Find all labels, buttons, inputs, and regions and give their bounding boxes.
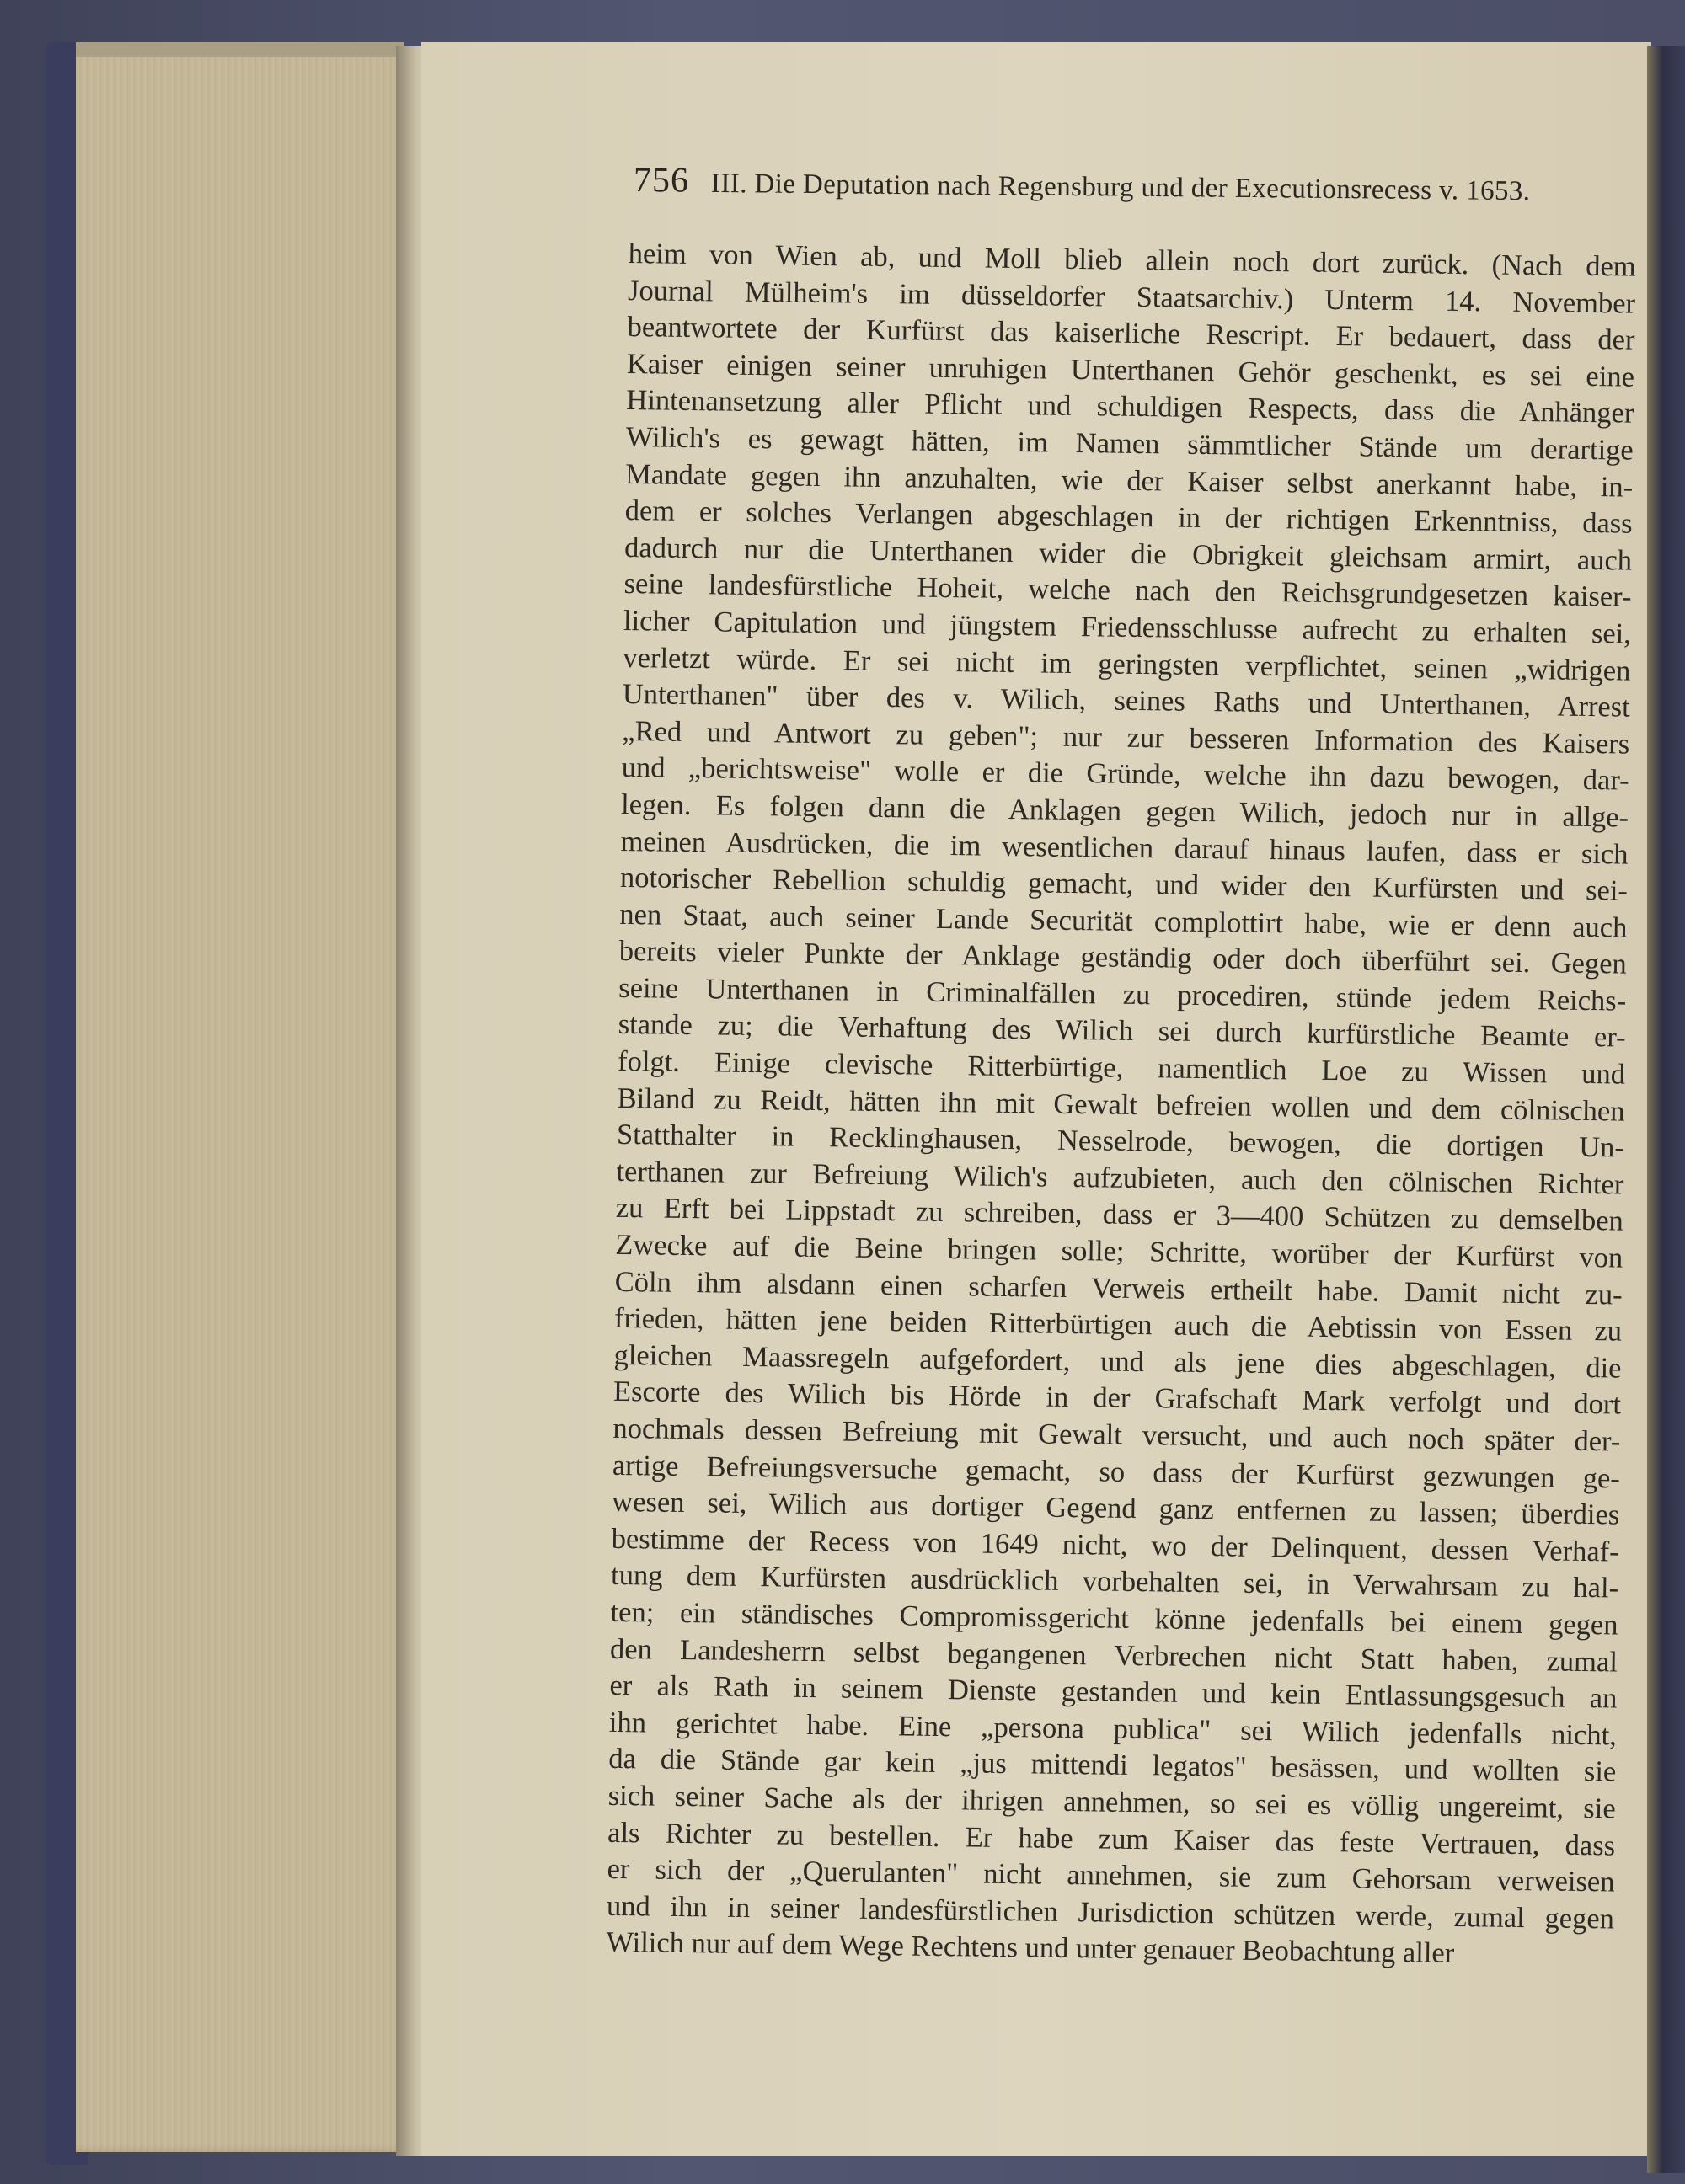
text-line: bereits vieler Punkte der Anklage geständig oder doch überführt sei. Gegen	[618, 935, 1628, 980]
page-header	[634, 160, 1645, 221]
text-line: verletzt würde. Er sei nicht im geringsten verpflichtet, seinen „widrigen	[623, 641, 1631, 687]
text-line: Wilich's es gewagt hätten, im Namen sämmtlicher Stände um derartige	[625, 420, 1634, 467]
text-line: Mandate gegen ihn anzuhalten, wie der Kaiser selbst anerkannt habe, in-	[625, 457, 1634, 504]
text-line: Statthalter in Recklinghausen, Nesselrode, bewogen, die dortigen Un-	[616, 1119, 1625, 1164]
text-line: Wilich nur auf dem Wege Rechtens und unter genauer Beobachtung aller	[606, 1926, 1455, 1970]
text-line: notorischer Rebellion schuldig gemacht, und wider den Kurfürsten und sei-	[619, 862, 1629, 907]
text-line: Journal Mülheim's im düsseldorfer Staatsarchiv.) Unterm 14. November	[627, 274, 1636, 320]
text-line: licher Capitulation und jüngstem Friedensschlusse aufrecht zu erhalten sei,	[623, 604, 1632, 650]
text-line: Cöln ihm alsdann einen scharfen Verweis ertheilt habe. Damit nicht zu-	[614, 1265, 1623, 1311]
text-line: nen Staat, auch seiner Lande Securität complottirt habe, wie er denn auch	[619, 898, 1628, 944]
text-line: als Richter zu bestellen. Er habe zum Kaiser das feste Vertrauen, dass	[607, 1816, 1616, 1862]
text-line: tung dem Kurfürsten ausdrücklich vorbehalten sei, in Verwahrsam zu hal-	[610, 1559, 1619, 1605]
page-edges-top	[76, 42, 404, 57]
text-line: dadurch nur die Unterthanen wider die Obrigkeit gleichsam armirt, auch	[623, 531, 1633, 577]
text-line: meinen Ausdrücken, die im wesentlichen darauf hinaus laufen, dass er sich	[620, 825, 1629, 871]
text-line: gleichen Maassregeln aufgefordert, und als jene dies abgeschlagen, die	[613, 1338, 1622, 1385]
text-line: seine Unterthanen in Criminalfällen zu procediren, stünde jedem Reichs-	[618, 971, 1627, 1017]
text-line: Zwecke auf die Beine bringen solle; Schritte, worüber der Kurfürst von	[615, 1228, 1623, 1274]
body-text	[606, 236, 1636, 1974]
text-line: Kaiser einigen seiner unruhigen Unterthanen Gehör geschenkt, es sei eine	[626, 347, 1635, 393]
text-line: folgt. Einige clevische Ritterbürtige, namentlich Loe zu Wissen und	[617, 1044, 1626, 1091]
page-number: 756	[633, 161, 690, 200]
running-head: III. Die Deputation nach Regensburg und der Executionsrecess v. 1653.	[710, 168, 1531, 207]
text-line: seine landesfürstliche Hoheit, welche nach den Reichsgrundgesetzen kaiser-	[623, 568, 1632, 613]
text-line: beantwortete der Kurfürst das kaiserliche Rescript. Er bedauert, dass der	[627, 311, 1635, 356]
text-line: stande zu; die Verhaftung des Wilich sei durch kurfürstliche Beamte er-	[618, 1008, 1626, 1055]
text-line: und ihn in seiner landesfürstlichen Jurisdiction schützen werde, zumal gegen	[606, 1889, 1615, 1936]
text-line: Unterthanen" über des v. Wilich, seines Raths und Unterthanen, Arrest	[622, 678, 1631, 724]
text-line: legen. Es folgen dann die Anklagen gegen Wilich, jedoch nur in allge-	[620, 788, 1629, 834]
text-line: zu Erft bei Lippstadt zu schreiben, dass er 3—400 Schützen zu demselben	[615, 1192, 1624, 1237]
text-line: und „berichtsweise" wolle er die Gründe, welche ihn dazu bewogen, dar-	[621, 751, 1629, 797]
text-line: terthanen zur Befreiung Wilich's aufzubieten, auch den cölnischen Richter	[616, 1155, 1624, 1201]
text-line: sich seiner Sache als der ihrigen annehmen, so sei es völlig ungereimt, sie	[607, 1779, 1616, 1825]
text-line: „Red und Antwort zu geben"; nur zur besseren Information des Kaisers	[622, 714, 1630, 761]
text-line: wesen sei, Wilich aus dortiger Gegend ganz entfernen zu lassen; überdies	[612, 1486, 1620, 1531]
text-line: er sich der „Querulanten" nicht annehmen, sie zum Gehorsam verweisen	[607, 1852, 1615, 1898]
text-line: nochmals dessen Befreiung mit Gewalt versucht, und auch noch später der-	[612, 1412, 1621, 1458]
page-edges-stack	[76, 51, 404, 2152]
text-line: Biland zu Reidt, hätten ihn mit Gewalt befreien wollen und dem cölnischen	[617, 1081, 1625, 1128]
text-line: dem er solches Verlangen abgeschlagen in der richtigen Erkenntniss, dass	[624, 494, 1633, 540]
text-line: da die Stände gar kein „jus mittendi legatos" besässen, und wollten sie	[608, 1743, 1617, 1788]
book-cover-right	[1647, 46, 1685, 2173]
text-line: den Landesherrn selbst begangenen Verbrechen nicht Statt haben, zumal	[609, 1632, 1618, 1679]
text-line: ihn gerichtet habe. Eine „persona publica" sei Wilich jedenfalls nicht,	[608, 1706, 1618, 1752]
text-line: ten; ein ständisches Compromissgericht könne jedenfalls bei einem gegen	[610, 1595, 1618, 1642]
text-line: bestimme der Recess von 1649 nicht, wo der Delinquent, dessen Verhaf-	[611, 1522, 1619, 1568]
text-line: Hintenansetzung aller Pflicht und schuldigen Respects, dass die Anhänger	[626, 384, 1634, 430]
text-line: Escorte des Wilich bis Hörde in der Grafschaft Mark verfolgt und dort	[612, 1375, 1622, 1421]
text-line: heim von Wien ab, und Moll blieb allein noch dort zurück. (Nach dem	[628, 237, 1636, 283]
text-line: artige Befreiungsversuche gemacht, so dass der Kurfürst gezwungen ge-	[612, 1449, 1621, 1495]
text-line: frieden, hätten jene beiden Ritterbürtigen auch die Aebtissin von Essen zu	[613, 1302, 1623, 1348]
text-line: er als Rath in seinem Dienste gestanden und kein Entlassungsgesuch an	[609, 1669, 1618, 1715]
